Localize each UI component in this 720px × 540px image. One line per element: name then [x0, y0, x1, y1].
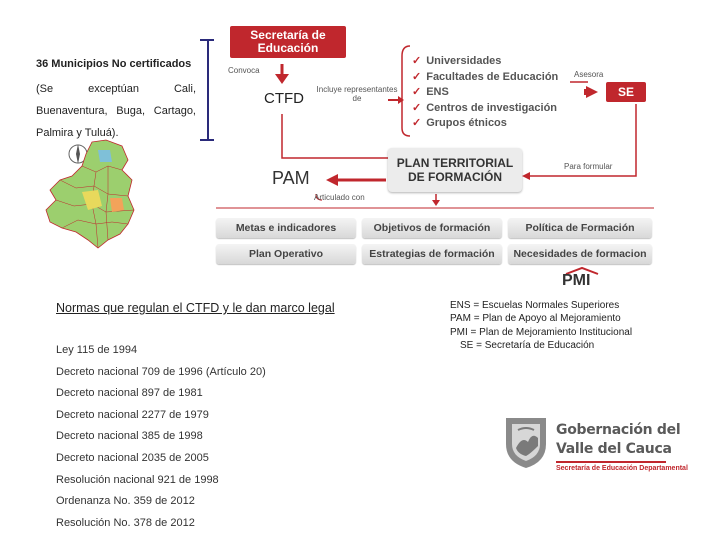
pam-label: PAM — [272, 168, 310, 188]
incluye-label: Incluye representantes de — [316, 85, 398, 103]
logo-line-2: Valle del Cauca — [556, 441, 672, 457]
abbreviations-legend — [450, 299, 660, 352]
list-item: Ley 115 de 1994 — [56, 344, 138, 356]
norms-title: Normas que regulan el CTFD y le dan marco legal — [56, 301, 335, 315]
plan-territorial-box: PLAN TERRITORIAL DE FORMACIÓN — [388, 148, 522, 192]
grid-cell-necesidades: Necesidades de formacion — [508, 244, 652, 264]
list-item: Decreto nacional 897 de 1981 — [56, 387, 203, 400]
legend-item: ENS = Escuelas Normales Superiores — [450, 300, 620, 311]
pmi-label: PMI — [562, 272, 591, 289]
grid-cell-metas: Metas e indicadores — [216, 218, 356, 238]
legend-item: SE = Secretaría de Educación — [460, 339, 595, 351]
check-icon: ✓ — [412, 117, 422, 129]
asesora-label: Asesora — [574, 70, 604, 79]
se-box: SE — [606, 82, 646, 102]
check-icon: ✓ — [412, 101, 422, 114]
legend-item: PAM = Plan de Apoyo al Mejoramiento — [450, 313, 621, 325]
convoca-label: Convoca — [228, 66, 260, 75]
grid-cell-politica: Política de Formación — [508, 218, 652, 238]
list-item: Decreto nacional 709 de 1996 (Artículo 20) — [56, 365, 266, 378]
check-icon: ✓ — [412, 55, 422, 67]
list-item: ✓ Facultades de Educación — [412, 70, 559, 83]
list-item: Decreto nacional 385 de 1998 — [56, 430, 203, 443]
list-item: ✓ Universidades — [412, 55, 502, 67]
list-item: Decreto nacional 2035 de 2005 — [56, 451, 209, 464]
list-item: ✓ Grupos étnicos — [412, 117, 507, 129]
municipalities-title: 36 Municipios No certificados — [36, 58, 192, 70]
norms-list — [56, 340, 266, 534]
para-formular-label: Para formular — [564, 162, 613, 171]
check-icon: ✓ — [412, 86, 422, 98]
members-list — [412, 54, 582, 132]
secretaria-box: Secretaría de Educación — [230, 26, 346, 58]
grid-cell-objetivos: Objetivos de formación — [362, 218, 502, 238]
list-item: Ordenanza No. 359 de 2012 — [56, 495, 195, 508]
list-item: Resolución No. 378 de 2012 — [56, 516, 195, 529]
legend-item: PMI = Plan de Mejoramiento Institucional — [450, 326, 633, 338]
gobernacion-logo-emblem — [500, 414, 552, 470]
list-item: ✓ Centros de investigación — [412, 101, 558, 114]
articulado-label: Articulado con — [314, 193, 365, 202]
ctfd-label: CTFD — [264, 90, 304, 107]
municipalities-exceptions: (Se exceptúan Cali, Buenaventura, Buga, Cartago, Palmira y Tuluá). — [36, 83, 196, 139]
logo-divider — [556, 461, 666, 463]
check-icon: ✓ — [412, 70, 422, 83]
grid-cell-estrategias: Estrategias de formación — [362, 244, 502, 264]
list-item: ✓ ENS — [412, 86, 449, 98]
logo-line-3: Secretaría de Educación Departamental — [556, 465, 688, 472]
logo-line-1: Gobernación del — [556, 422, 681, 438]
grid-cell-plan-operativo: Plan Operativo — [216, 244, 356, 264]
list-item: Decreto nacional 2277 de 1979 — [56, 408, 209, 421]
list-item: Resolución nacional 921 de 1998 — [56, 473, 219, 486]
